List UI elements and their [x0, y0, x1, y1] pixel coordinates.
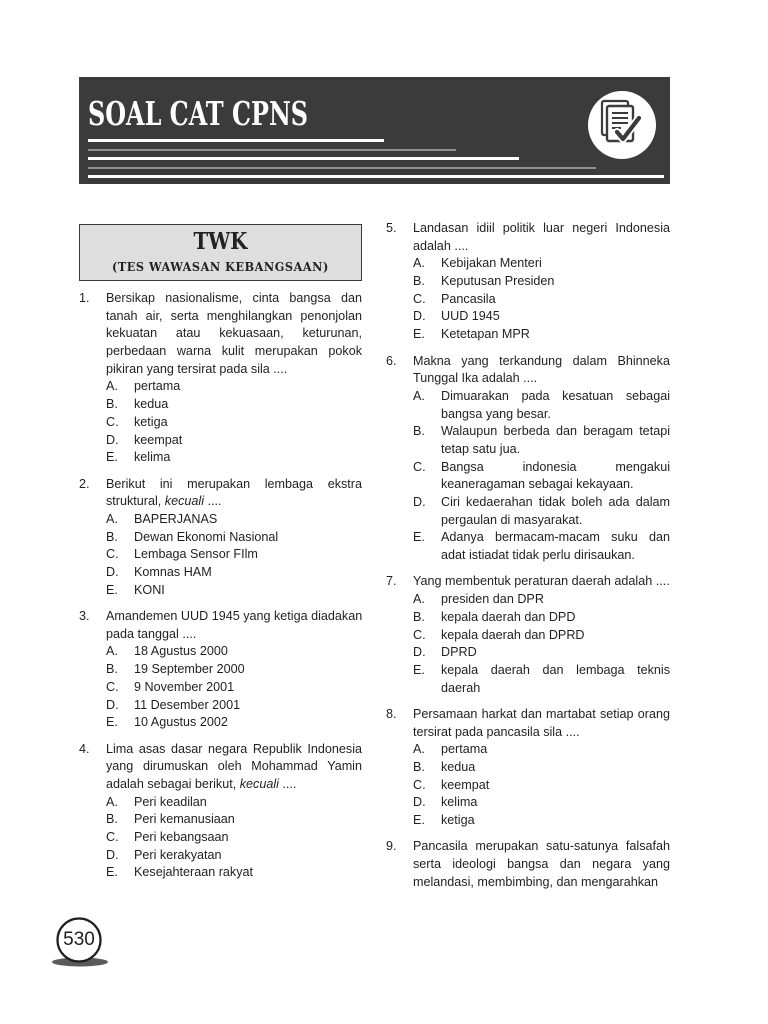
page-number: 530	[63, 929, 95, 950]
answer-options	[413, 388, 670, 565]
question-text-line: tersirat pada pancasila sila ....	[413, 724, 580, 739]
option-letter: A.	[106, 379, 118, 394]
answer-option	[106, 414, 362, 432]
option-text-line: 9 November 2001	[134, 679, 235, 694]
answer-options	[106, 378, 362, 466]
question-text-line: perbedaan warna kulit merupakan pokok	[106, 344, 362, 359]
answer-option	[413, 777, 670, 795]
question-number: 9.	[386, 839, 397, 854]
answer-options	[106, 643, 362, 731]
option-text-line: kepala daerah dan lembaga teknis	[441, 662, 670, 677]
option-letter: D.	[413, 309, 426, 324]
question	[79, 476, 362, 600]
option-letter: A.	[106, 644, 118, 659]
answer-option	[413, 627, 670, 645]
question-text-line: kekuatan atau kekuasaan, keturunan,	[106, 326, 362, 341]
option-text-line: Lembaga Sensor FIlm	[134, 547, 258, 562]
option-text-line: Komnas HAM	[134, 565, 212, 579]
option-text-line: pergaulan di masyarakat.	[441, 512, 583, 527]
question-number: 8.	[386, 706, 397, 721]
option-letter: B.	[106, 662, 118, 677]
option-letter: E.	[413, 530, 425, 545]
answer-option	[106, 697, 362, 715]
option-text-line: 10 Agustus 2002	[134, 715, 228, 730]
question	[79, 290, 362, 467]
question-text-line: Lima asas dasar negara Republik Indonesia	[106, 741, 362, 756]
answer-option	[413, 644, 670, 662]
question-text-line: Bersikap nasionalisme, cinta bangsa dan	[106, 291, 362, 305]
option-letter: D.	[106, 432, 119, 447]
option-text-line: kelima	[134, 450, 171, 465]
option-text-line: Peri keadilan	[134, 794, 207, 809]
answer-option	[413, 423, 670, 458]
option-text-line: kepala daerah dan DPRD	[441, 627, 585, 642]
question-text-line: Tunggal Ika adalah ....	[413, 371, 538, 386]
option-letter: D.	[106, 565, 119, 579]
answer-option	[106, 661, 362, 679]
option-letter: C.	[413, 459, 426, 474]
option-letter: A.	[413, 256, 425, 271]
answer-option	[106, 679, 362, 697]
question	[79, 741, 362, 883]
answer-option	[106, 449, 362, 467]
answer-option	[106, 582, 362, 600]
question-text-line: pada tanggal ....	[106, 626, 197, 641]
answer-option	[413, 459, 670, 494]
question-number: 1.	[79, 291, 90, 305]
question-number: 6.	[386, 353, 397, 368]
section-header-box	[79, 224, 362, 281]
option-text-line: keempat	[441, 777, 490, 792]
option-letter: C.	[106, 679, 119, 694]
answer-option	[106, 396, 362, 414]
option-letter: E.	[413, 662, 425, 677]
question	[386, 838, 670, 891]
option-text-line: Dimuarakan pada kesatuan sebagai	[441, 388, 670, 403]
option-text-line: Walaupun berbeda dan beragam tetapi	[441, 424, 670, 439]
option-text-line: bangsa yang besar.	[441, 406, 551, 421]
question-text-line: adalah ....	[413, 238, 469, 253]
option-text-line: ketiga	[134, 414, 168, 429]
answer-option	[413, 662, 670, 697]
answer-option	[413, 529, 670, 564]
option-text-line: Bangsa indonesia mengakui	[441, 459, 670, 474]
answer-option	[413, 291, 670, 309]
answer-options	[413, 741, 670, 829]
question-text-line: Amandemen UUD 1945 yang ketiga diadakan	[106, 609, 363, 624]
question-text-line: Makna yang terkandung dalam Bhinneka	[413, 353, 670, 368]
option-text-line: keempat	[134, 432, 183, 447]
answer-option	[413, 308, 670, 326]
option-text-line: Pancasila	[441, 291, 496, 306]
answer-option	[106, 864, 362, 882]
banner-rule	[88, 149, 456, 151]
answer-option	[106, 529, 362, 547]
option-text-line: pertama	[441, 742, 488, 757]
answer-option	[106, 847, 362, 865]
answer-option	[106, 811, 362, 829]
answer-option	[106, 378, 362, 396]
option-letter: C.	[413, 627, 426, 642]
option-letter: D.	[413, 495, 426, 509]
answer-option	[413, 326, 670, 344]
text-segment: adalah sebagai berikut,	[106, 776, 240, 791]
option-letter: B.	[106, 529, 118, 544]
option-letter: B.	[106, 812, 118, 827]
emphasis-text: kecuali	[239, 776, 279, 791]
header-banner	[79, 77, 670, 184]
question-text-line: serta ideologi bangsa dan negara yang	[413, 857, 670, 872]
question-text-line	[106, 776, 362, 794]
question-text-line: pikiran yang tersirat pada sila ....	[106, 361, 288, 376]
option-letter: A.	[106, 511, 118, 526]
answer-option	[106, 432, 362, 450]
text-segment: struktural,	[106, 494, 165, 509]
text-segment: ....	[204, 494, 222, 509]
answer-option	[413, 609, 670, 627]
option-letter: C.	[106, 830, 119, 844]
answer-option	[413, 494, 670, 529]
option-letter: A.	[106, 794, 118, 809]
answer-option	[106, 829, 362, 847]
answer-option	[413, 591, 670, 609]
question	[386, 353, 670, 565]
section-title	[80, 230, 361, 253]
option-letter: E.	[106, 715, 118, 730]
question-text-line: Berikut ini merupakan lembaga ekstra	[106, 476, 362, 491]
option-text-line: Adanya bermacam-macam suku dan	[441, 530, 670, 545]
option-text-line: kedua	[441, 760, 476, 774]
option-text-line: Kesejahteraan rakyat	[134, 865, 254, 880]
option-letter: B.	[413, 609, 425, 624]
option-letter: E.	[106, 450, 118, 465]
option-text-line: ketiga	[441, 813, 475, 828]
option-letter: D.	[106, 697, 119, 712]
answer-option	[106, 564, 362, 582]
option-letter: A.	[413, 388, 425, 403]
option-text-line: Peri kerakyatan	[134, 847, 222, 862]
option-letter: E.	[413, 327, 425, 342]
question-text-line	[106, 493, 362, 511]
option-text-line: 18 Agustus 2000	[134, 644, 228, 659]
option-text-line: 19 September 2000	[134, 662, 245, 677]
question	[386, 573, 670, 697]
option-letter: D.	[106, 847, 119, 862]
option-letter: C.	[106, 547, 119, 562]
option-text-line: Peri kemanusiaan	[134, 812, 235, 827]
answer-option	[413, 741, 670, 759]
option-text-line: Dewan Ekonomi Nasional	[134, 529, 279, 544]
question-text-line: Landasan idiil politik luar negeri Indonesia	[413, 221, 670, 235]
question-text-line: melandasi, membimbing, dan mengarahkan	[413, 874, 659, 889]
question-number: 4.	[79, 741, 90, 756]
answer-option	[413, 255, 670, 273]
answer-options	[413, 591, 670, 697]
question-text-line: tanah air, serta menghilangkan penonjolan	[106, 308, 362, 323]
option-text-line: presiden dan DPR	[441, 592, 544, 607]
option-letter: E.	[413, 813, 425, 828]
banner-rule	[88, 167, 596, 169]
option-letter: C.	[413, 291, 426, 306]
option-text-line: Keputusan Presiden	[441, 274, 555, 289]
option-letter: C.	[106, 414, 119, 429]
option-text-line: pertama	[134, 379, 181, 394]
option-text-line: KONI	[134, 582, 165, 597]
answer-option	[106, 546, 362, 564]
answer-options	[106, 511, 362, 599]
question-number: 3.	[79, 609, 90, 624]
answer-options	[413, 255, 670, 343]
option-letter: D.	[413, 795, 426, 810]
option-text-line: BAPERJANAS	[134, 511, 218, 526]
question	[386, 706, 670, 830]
option-text-line: tetap satu jua.	[441, 441, 521, 456]
option-letter: B.	[413, 274, 425, 289]
option-letter: A.	[413, 592, 425, 607]
option-text-line: Kebijakan Menteri	[441, 256, 542, 271]
option-text-line: UUD 1945	[441, 309, 500, 324]
option-letter: E.	[106, 865, 118, 880]
answer-options	[106, 794, 362, 882]
option-text-line: DPRD	[441, 645, 477, 660]
answer-option	[106, 511, 362, 529]
option-text-line: Ketetapan MPR	[441, 327, 530, 342]
option-text-line: daerah	[441, 680, 481, 695]
section-subtitle-text: (TES WAWASAN KEBANGSAAN)	[112, 259, 329, 274]
answer-option	[413, 812, 670, 830]
document-check-icon	[588, 91, 656, 159]
question-text-line: Pancasila merupakan satu-satunya falsafah	[413, 839, 670, 854]
option-text-line: kelima	[441, 795, 478, 810]
question-number: 7.	[386, 574, 397, 589]
option-letter: A.	[413, 742, 425, 757]
section-subtitle	[80, 261, 361, 274]
option-letter: D.	[413, 645, 426, 660]
answer-option	[106, 643, 362, 661]
option-text-line: kepala daerah dan DPD	[441, 609, 576, 624]
question-text-line: yang dirumuskan oleh Mohammad Yamin	[106, 759, 362, 774]
answer-option	[106, 714, 362, 732]
option-letter: E.	[106, 582, 118, 597]
option-letter: B.	[106, 397, 118, 412]
banner-rule	[88, 175, 664, 178]
answer-option	[413, 388, 670, 423]
answer-option	[413, 794, 670, 812]
answer-option	[106, 794, 362, 812]
option-text-line: Ciri kedaerahan tidak boleh ada dalam	[441, 495, 670, 509]
emphasis-text: kecuali	[164, 494, 204, 509]
option-text-line: adat istiadat tidak perlu dirisaukan.	[441, 548, 635, 563]
banner-rule	[88, 139, 384, 142]
question-column-right	[386, 220, 670, 900]
question-number: 5.	[386, 221, 397, 235]
question-column-left	[79, 290, 362, 891]
option-letter: C.	[413, 777, 426, 792]
question	[79, 608, 362, 732]
page-title	[88, 94, 392, 133]
answer-option	[413, 759, 670, 777]
question-text-line: Persamaan harkat dan martabat setiap orang	[413, 706, 670, 721]
question-text-line: Yang membentuk peraturan daerah adalah ....	[413, 574, 670, 589]
question-number: 2.	[79, 476, 90, 491]
answer-option	[413, 273, 670, 291]
option-text-line: Peri kebangsaan	[134, 830, 229, 844]
option-letter: B.	[413, 424, 425, 439]
section-title-text: TWK	[193, 228, 248, 255]
text-segment: ....	[278, 776, 297, 791]
option-text-line: keaneragaman sebagai kekayaan.	[441, 477, 634, 492]
option-text-line: 11 Desember 2001	[134, 697, 241, 712]
option-letter: B.	[413, 760, 425, 774]
question	[386, 220, 670, 344]
banner-rule	[88, 157, 519, 160]
option-text-line: kedua	[134, 397, 169, 412]
page-title-text: SOAL CAT CPNS	[88, 94, 309, 133]
